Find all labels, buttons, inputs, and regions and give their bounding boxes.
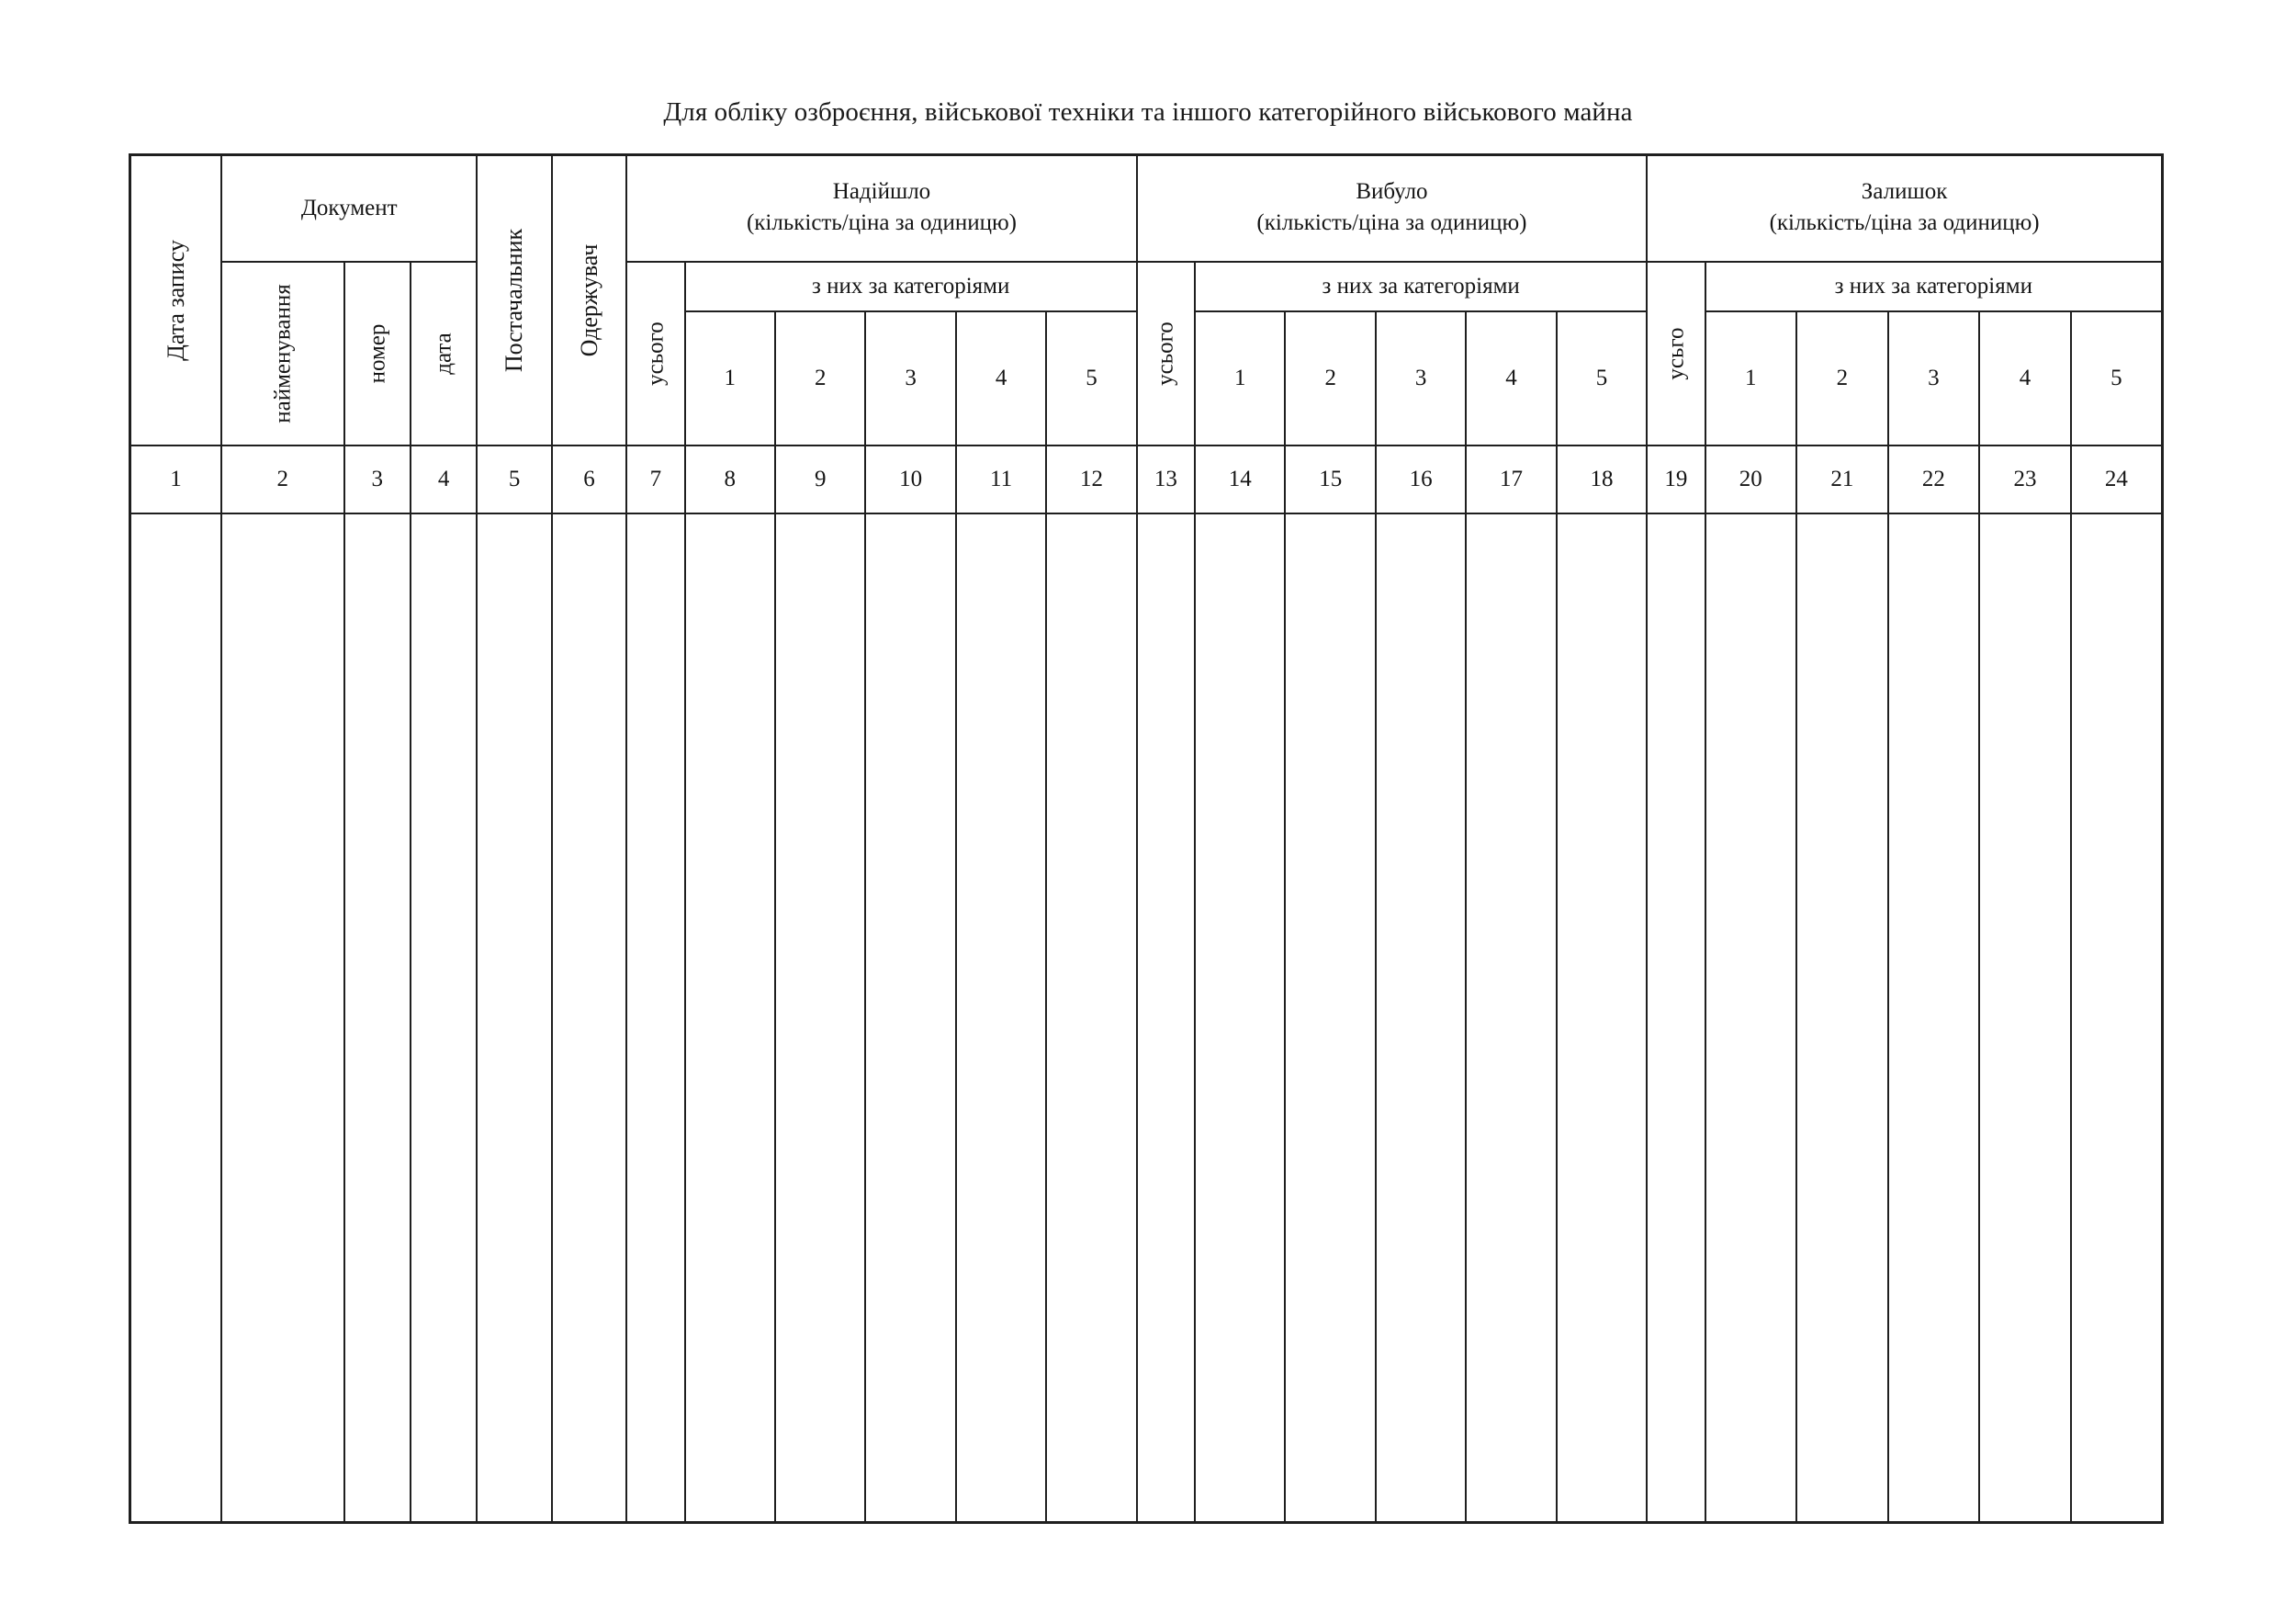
column-number-9: 9 xyxy=(775,445,865,513)
col-header-issued-cat-3: 3 xyxy=(1376,311,1466,445)
cell-issued-cat-4[interactable] xyxy=(1466,513,1556,1523)
col-header-receiver-label: Одержувач xyxy=(575,243,602,357)
col-header-received-total xyxy=(626,262,684,445)
cell-issued-cat-5[interactable] xyxy=(1557,513,1647,1523)
col-header-document-group-label: Документ xyxy=(300,196,398,220)
column-number-6: 6 xyxy=(552,445,626,513)
cell-received-cat-3[interactable] xyxy=(865,513,955,1523)
col-header-supplier xyxy=(477,155,551,446)
cell-issued-total[interactable] xyxy=(1137,513,1195,1523)
column-number-5: 5 xyxy=(477,445,551,513)
col-header-received-cat-1: 1 xyxy=(685,311,775,445)
cell-document-number[interactable] xyxy=(344,513,411,1523)
cell-balance-cat-2[interactable] xyxy=(1796,513,1888,1523)
col-header-balance-total xyxy=(1647,262,1705,445)
column-number-11: 11 xyxy=(956,445,1046,513)
group-header-received xyxy=(626,155,1136,263)
header-row-categories xyxy=(130,262,2163,311)
cell-balance-cat-3[interactable] xyxy=(1888,513,1980,1523)
subgroup-header-received-categories-label: з них за категоріями xyxy=(811,274,1010,299)
cell-balance-cat-5[interactable] xyxy=(2071,513,2163,1523)
col-header-balance-cat-4: 4 xyxy=(1979,311,2071,445)
group-header-issued-line2: (кількість/ціна за одиницю) xyxy=(1256,210,1527,235)
column-number-16: 16 xyxy=(1376,445,1466,513)
col-header-document-name xyxy=(221,262,343,445)
col-header-date-record-label: Дата запису xyxy=(162,240,189,361)
col-header-balance-cat-5: 5 xyxy=(2071,311,2163,445)
col-header-supplier-label: Постачальник xyxy=(501,228,528,373)
col-header-issued-total-label: усього xyxy=(1153,321,1178,386)
group-header-issued xyxy=(1137,155,1647,263)
group-header-received-line1: Надійшло xyxy=(832,179,931,204)
col-header-document-group xyxy=(221,155,477,263)
column-number-18: 18 xyxy=(1557,445,1647,513)
cell-received-cat-5[interactable] xyxy=(1046,513,1136,1523)
subgroup-header-balance-categories-label: з них за категоріями xyxy=(1834,274,2032,299)
register-table xyxy=(129,153,2164,1524)
group-header-balance-line1: Залишок xyxy=(1861,179,1948,204)
group-header-balance-line2: (кількість/ціна за одиницю) xyxy=(1769,210,2040,235)
column-number-12: 12 xyxy=(1046,445,1136,513)
column-number-8: 8 xyxy=(685,445,775,513)
cell-received-cat-2[interactable] xyxy=(775,513,865,1523)
column-number-13: 13 xyxy=(1137,445,1195,513)
column-number-1: 1 xyxy=(130,445,222,513)
cell-balance-cat-1[interactable] xyxy=(1705,513,1797,1523)
subgroup-header-issued-categories xyxy=(1195,262,1647,311)
col-header-received-cat-4: 4 xyxy=(956,311,1046,445)
group-header-received-line2: (кількість/ціна за одиницю) xyxy=(746,210,1017,235)
col-header-received-total-label: усього xyxy=(643,321,669,386)
cell-balance-total[interactable] xyxy=(1647,513,1705,1523)
cell-received-total[interactable] xyxy=(626,513,684,1523)
column-number-15: 15 xyxy=(1285,445,1375,513)
column-number-7: 7 xyxy=(626,445,684,513)
col-header-document-name-label: найменування xyxy=(270,284,296,423)
cell-issued-cat-3[interactable] xyxy=(1376,513,1466,1523)
col-header-balance-cat-1: 1 xyxy=(1705,311,1797,445)
cell-receiver[interactable] xyxy=(552,513,626,1523)
subgroup-header-issued-categories-label: з них за категоріями xyxy=(1322,274,1520,299)
cell-balance-cat-4[interactable] xyxy=(1979,513,2071,1523)
col-header-document-date-label: дата xyxy=(431,333,456,375)
table-row[interactable] xyxy=(130,513,2163,1523)
column-number-2: 2 xyxy=(221,445,343,513)
column-number-21: 21 xyxy=(1796,445,1888,513)
cell-issued-cat-2[interactable] xyxy=(1285,513,1375,1523)
col-header-date-record xyxy=(130,155,222,446)
cell-document-name[interactable] xyxy=(221,513,343,1523)
col-header-issued-cat-4: 4 xyxy=(1466,311,1556,445)
group-header-issued-line1: Вибуло xyxy=(1356,179,1428,204)
cell-document-date[interactable] xyxy=(411,513,477,1523)
cell-supplier[interactable] xyxy=(477,513,551,1523)
column-number-row xyxy=(130,445,2163,513)
col-header-balance-cat-2: 2 xyxy=(1796,311,1888,445)
col-header-receiver xyxy=(552,155,626,446)
col-header-document-number-label: номер xyxy=(365,323,390,384)
column-number-22: 22 xyxy=(1888,445,1980,513)
cell-received-cat-1[interactable] xyxy=(685,513,775,1523)
col-header-issued-total xyxy=(1137,262,1195,445)
page-title: Для обліку озброєння, військової техніки та іншого категорійного військового майна xyxy=(663,97,1633,127)
cell-received-cat-4[interactable] xyxy=(956,513,1046,1523)
column-number-19: 19 xyxy=(1647,445,1705,513)
subgroup-header-balance-categories xyxy=(1705,262,2163,311)
col-header-balance-total-label: усьго xyxy=(1663,327,1689,380)
column-number-23: 23 xyxy=(1979,445,2071,513)
col-header-issued-cat-2: 2 xyxy=(1285,311,1375,445)
column-number-20: 20 xyxy=(1705,445,1797,513)
col-header-received-cat-3: 3 xyxy=(865,311,955,445)
header-row-groups xyxy=(130,155,2163,263)
cell-issued-cat-1[interactable] xyxy=(1195,513,1285,1523)
column-number-17: 17 xyxy=(1466,445,1556,513)
column-number-4: 4 xyxy=(411,445,477,513)
col-header-issued-cat-5: 5 xyxy=(1557,311,1647,445)
col-header-document-number xyxy=(344,262,411,445)
col-header-document-date xyxy=(411,262,477,445)
column-number-3: 3 xyxy=(344,445,411,513)
subgroup-header-received-categories xyxy=(685,262,1137,311)
column-number-24: 24 xyxy=(2071,445,2163,513)
col-header-issued-cat-1: 1 xyxy=(1195,311,1285,445)
col-header-received-cat-2: 2 xyxy=(775,311,865,445)
column-number-10: 10 xyxy=(865,445,955,513)
cell-date-record[interactable] xyxy=(130,513,222,1523)
col-header-received-cat-5: 5 xyxy=(1046,311,1136,445)
column-number-14: 14 xyxy=(1195,445,1285,513)
group-header-balance xyxy=(1647,155,2162,263)
col-header-balance-cat-3: 3 xyxy=(1888,311,1980,445)
